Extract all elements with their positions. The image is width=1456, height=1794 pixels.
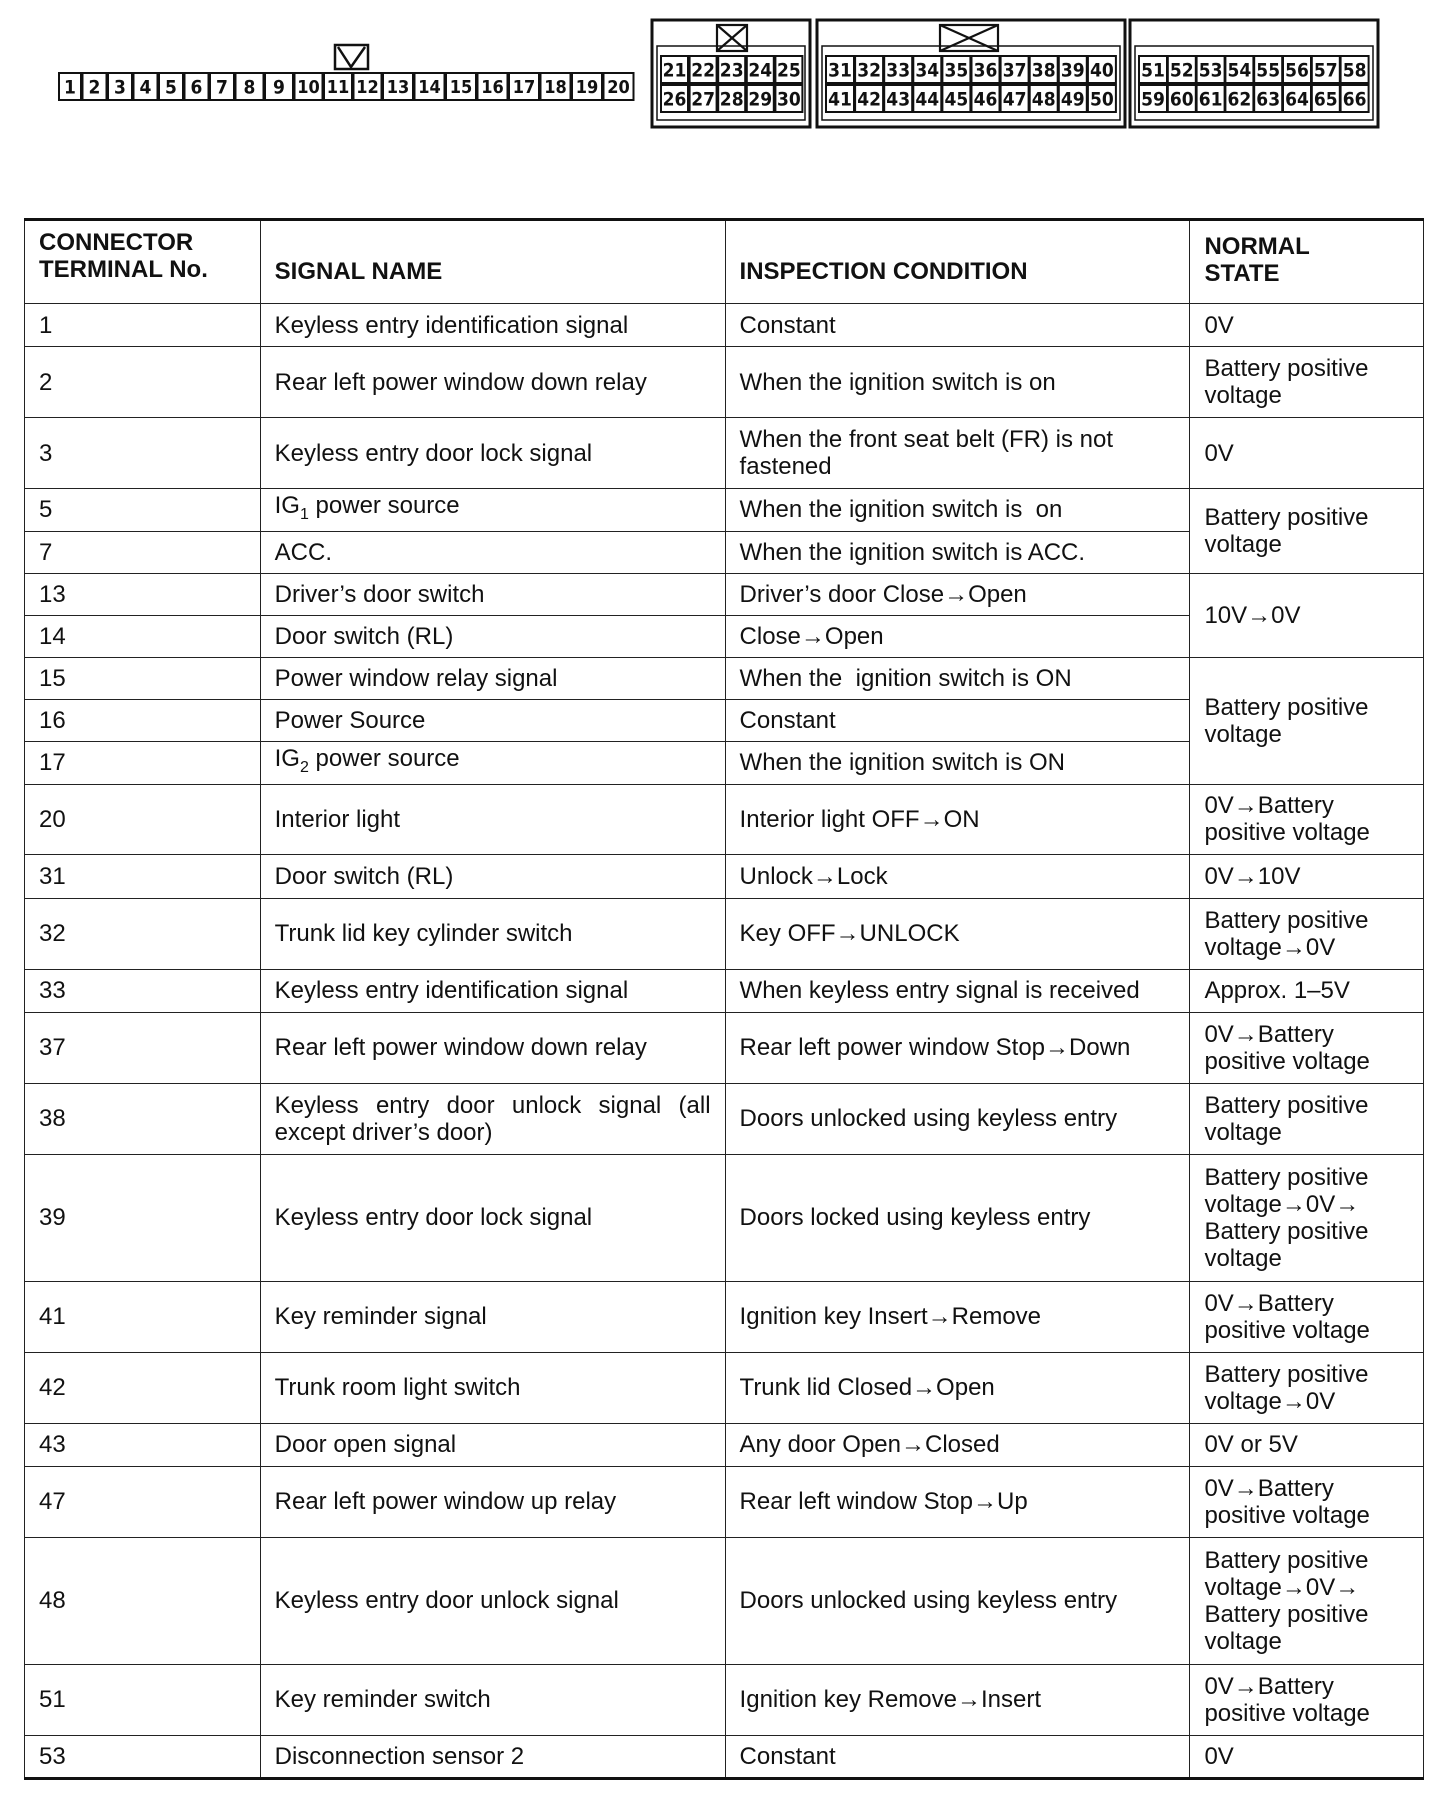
connector-pin: [718, 85, 745, 112]
connector-pin: [295, 73, 323, 100]
state-cell: 0V: [1190, 304, 1424, 347]
connector-pin: [541, 73, 571, 100]
condition-cell: Interior light OFF→ON: [725, 784, 1190, 854]
terminal-cell: 39: [25, 1154, 261, 1281]
connector-pin: [383, 73, 413, 100]
state-cell: Battery positive voltage: [1190, 657, 1424, 784]
terminal-cell: 16: [25, 699, 261, 741]
connector-pin: [108, 73, 132, 100]
signal-cell: Door switch (RL): [260, 854, 725, 898]
pin-number: 55: [1256, 59, 1281, 82]
connector-pin: [1088, 56, 1116, 83]
state-cell: Battery positive voltage: [1190, 347, 1424, 418]
table-row: [25, 573, 1424, 615]
pin-number: 57: [1313, 59, 1338, 82]
pin-number: 27: [691, 88, 715, 111]
pin-number: 30: [777, 88, 801, 111]
signal-cell: Key reminder signal: [260, 1281, 725, 1352]
table-row: [25, 1537, 1424, 1664]
condition-cell: Constant: [725, 699, 1190, 741]
terminal-cell: 7: [25, 531, 261, 573]
signal-cell: Driver’s door switch: [260, 573, 725, 615]
signal-cell: Keyless entry door unlock signal: [260, 1537, 725, 1664]
header-terminal: [25, 220, 261, 304]
pin-number: 65: [1313, 88, 1338, 111]
table-row: [25, 657, 1424, 699]
table-row: [25, 1281, 1424, 1352]
signal-cell: Keyless entry identification signal: [260, 969, 725, 1012]
header-state: [1190, 220, 1424, 304]
connector-pin: [1225, 85, 1253, 112]
pin-number: 14: [418, 76, 441, 98]
table-row: [25, 784, 1424, 854]
signal-cell: Keyless entry door lock signal: [260, 418, 725, 489]
pin-number: 63: [1256, 88, 1281, 111]
pin-number: 38: [1031, 59, 1056, 82]
condition-cell: When the ignition switch is ON: [725, 741, 1190, 784]
pin-number: 61: [1198, 88, 1223, 111]
state-cell: 0V: [1190, 418, 1424, 489]
connector-pin: [185, 73, 209, 100]
pin-number: 62: [1227, 88, 1252, 111]
table-row: [25, 1083, 1424, 1154]
connector-pin: [1341, 56, 1369, 83]
table-row: [25, 1352, 1424, 1423]
pin-number: 17: [512, 76, 536, 98]
table-row: [25, 418, 1424, 489]
condition-cell: When the ignition switch is on: [725, 489, 1190, 532]
pin-number: 45: [944, 88, 969, 111]
pin-number: 18: [544, 76, 567, 98]
table-row: [25, 347, 1424, 418]
condition-cell: Trunk lid Closed→Open: [725, 1352, 1190, 1423]
condition-cell: When the ignition switch is ACC.: [725, 531, 1190, 573]
terminal-cell: 31: [25, 854, 261, 898]
pin-number: 31: [828, 59, 852, 82]
condition-cell: Ignition key Insert→Remove: [725, 1281, 1190, 1352]
pin-number: 52: [1169, 59, 1194, 82]
connector-pin: [1197, 85, 1225, 112]
pin-number: 35: [944, 59, 969, 82]
signal-rest: power source: [308, 744, 460, 772]
pin-number: 4: [139, 76, 152, 99]
connector-pin: [134, 73, 158, 100]
terminal-cell: 48: [25, 1537, 261, 1664]
pin-number: 29: [748, 88, 773, 111]
state-cell: 0V→Battery positive voltage: [1190, 1664, 1424, 1735]
signal-main: IG: [274, 492, 300, 519]
condition-cell: Rear left power window Stop→Down: [725, 1012, 1190, 1083]
signal-cell: Trunk lid key cylinder switch: [260, 898, 725, 969]
signal-cell: [260, 741, 725, 784]
terminal-cell: 41: [25, 1281, 261, 1352]
condition-cell: Constant: [725, 1735, 1190, 1778]
terminal-cell: 2: [25, 347, 261, 418]
connector-pin: [265, 73, 293, 100]
table-row: [25, 1664, 1424, 1735]
connector-pin: [159, 73, 183, 100]
strip-connector: [59, 73, 634, 100]
connector-pin: [354, 73, 382, 100]
terminal-cell: 47: [25, 1466, 261, 1537]
table-row: [25, 1423, 1424, 1466]
pin-number: 20: [607, 76, 630, 98]
state-cell: Battery positive voltage→0V→ Battery positive voltage: [1190, 1154, 1424, 1281]
condition-cell: When the ignition switch is on: [725, 347, 1190, 418]
signal-main: IG: [274, 744, 300, 772]
header-terminal-line2: TERMINAL No.: [39, 256, 208, 283]
pin-number: 6: [190, 76, 203, 99]
table-row: [25, 1154, 1424, 1281]
pin-number: 24: [748, 59, 773, 82]
condition-cell: Close→Open: [725, 615, 1190, 657]
connector-pin: [1059, 85, 1087, 112]
crossed-box-icon: [940, 25, 998, 51]
pin-number: 13: [386, 76, 410, 98]
connector-pin: [59, 73, 81, 100]
pin-number: 3: [114, 76, 126, 99]
state-cell: Battery positive voltage→0V→ Battery positive voltage: [1190, 1537, 1424, 1664]
connector-pin: [718, 56, 745, 83]
condition-cell: Doors locked using keyless entry: [725, 1154, 1190, 1281]
signal-cell: Keyless entry door unlock signal (all except driver’s door): [260, 1083, 725, 1154]
pin-number: 37: [1002, 59, 1027, 82]
connector-block-c: [1130, 20, 1378, 127]
terminal-cell: 42: [25, 1352, 261, 1423]
connector-pin: [884, 85, 912, 112]
connector-pin: [1001, 56, 1029, 83]
connector-pin: [661, 85, 688, 112]
header-state-line2: STATE: [1204, 260, 1280, 287]
terminal-cell: 1: [25, 304, 261, 347]
connector-pin: [942, 85, 970, 112]
state-cell: 0V→Battery positive voltage: [1190, 1012, 1424, 1083]
condition-cell: Doors unlocked using keyless entry: [725, 1537, 1190, 1664]
pin-number: 48: [1031, 88, 1056, 111]
state-cell: 0V or 5V: [1190, 1423, 1424, 1466]
pin-number: 33: [886, 59, 911, 82]
connector-pin: [1059, 56, 1087, 83]
connector-pin: [690, 85, 717, 112]
signal-cell: Keyless entry door lock signal: [260, 1154, 725, 1281]
connector-pin: [775, 56, 802, 83]
header-terminal-line1: CONNECTOR: [39, 229, 194, 256]
pin-number: 59: [1141, 88, 1165, 111]
signal-cell: [260, 489, 725, 532]
state-cell: 0V→Battery positive voltage: [1190, 1281, 1424, 1352]
connector-pin: [1168, 56, 1196, 83]
connector-pin: [884, 56, 912, 83]
connector-pin: [1088, 85, 1116, 112]
state-cell: Battery positive voltage→0V: [1190, 1352, 1424, 1423]
pin-number: 2: [88, 76, 101, 99]
pin-number: 19: [575, 76, 599, 98]
pin-number: 51: [1141, 59, 1165, 82]
table-header-row: [25, 220, 1424, 304]
condition-cell: When the front seat belt (FR) is not fastened: [725, 418, 1190, 489]
terminal-cell: 33: [25, 969, 261, 1012]
signal-cell: ACC.: [260, 531, 725, 573]
pin-number: 56: [1285, 59, 1309, 82]
condition-cell: Any door Open→Closed: [725, 1423, 1190, 1466]
pin-number: 54: [1227, 59, 1252, 82]
header-state-line1: NORMAL: [1204, 233, 1310, 260]
pin-number: 49: [1060, 88, 1085, 111]
connector-pin: [324, 73, 352, 100]
pin-number: 58: [1342, 59, 1367, 82]
state-cell: 0V→10V: [1190, 854, 1424, 898]
connector-pin: [478, 73, 508, 100]
pin-number: 32: [857, 59, 881, 82]
pin-number: 25: [777, 59, 801, 82]
signal-cell: Interior light: [260, 784, 725, 854]
connector-pin: [1283, 85, 1311, 112]
polarization-key-icon: [335, 45, 368, 69]
signal-cell: Key reminder switch: [260, 1664, 725, 1735]
connector-pin: [1001, 85, 1029, 112]
header-condition: INSPECTION CONDITION: [725, 220, 1190, 304]
terminal-cell: 32: [25, 898, 261, 969]
connector-pin: [661, 56, 688, 83]
condition-cell: When the ignition switch is ON: [725, 657, 1190, 699]
table-row: [25, 489, 1424, 532]
pin-number: 39: [1060, 59, 1085, 82]
connector-pin: [775, 85, 802, 112]
table-row: [25, 969, 1424, 1012]
condition-cell: Ignition key Remove→Insert: [725, 1664, 1190, 1735]
connector-pin: [913, 85, 941, 112]
terminal-cell: 13: [25, 573, 261, 615]
pin-number: 40: [1090, 59, 1114, 82]
state-cell: 0V: [1190, 1735, 1424, 1778]
connector-diagram: [0, 0, 1456, 140]
pin-number: 28: [719, 88, 744, 111]
connector-pin: [1225, 56, 1253, 83]
terminal-cell: 38: [25, 1083, 261, 1154]
table-row: [25, 304, 1424, 347]
connector-pin: [446, 73, 476, 100]
connector-pin: [1312, 85, 1340, 112]
condition-cell: Rear left window Stop→Up: [725, 1466, 1190, 1537]
signal-cell: Power window relay signal: [260, 657, 725, 699]
connector-pin: [604, 73, 634, 100]
terminal-cell: 53: [25, 1735, 261, 1778]
connector-pin: [855, 85, 883, 112]
terminal-cell: 51: [25, 1664, 261, 1735]
pin-number: 1: [64, 76, 76, 99]
connector-pin: [972, 85, 1000, 112]
connector-pin: [1312, 56, 1340, 83]
connector-block-a: [652, 20, 810, 127]
signal-subscript: 1: [299, 505, 309, 523]
pin-number: 44: [915, 88, 940, 111]
signal-cell: Door open signal: [260, 1423, 725, 1466]
terminal-cell: 3: [25, 418, 261, 489]
connector-pin: [1197, 56, 1225, 83]
state-cell: 10V→0V: [1190, 573, 1424, 657]
state-cell: Battery positive voltage: [1190, 1083, 1424, 1154]
signal-cell: Keyless entry identification signal: [260, 304, 725, 347]
signal-cell: Door switch (RL): [260, 615, 725, 657]
connector-pin: [747, 56, 774, 83]
signal-subscript: 2: [299, 758, 309, 776]
table-row: [25, 854, 1424, 898]
header-signal: SIGNAL NAME: [260, 220, 725, 304]
condition-cell: Driver’s door Close→Open: [725, 573, 1190, 615]
connector-pin: [1139, 85, 1167, 112]
terminal-cell: 37: [25, 1012, 261, 1083]
table-row: [25, 1012, 1424, 1083]
pin-number: 66: [1342, 88, 1367, 111]
pin-number: 53: [1198, 59, 1223, 82]
connector-pin: [826, 56, 854, 83]
pin-number: 47: [1002, 88, 1027, 111]
connector-pin: [415, 73, 445, 100]
pin-number: 50: [1090, 88, 1114, 111]
pin-number: 60: [1169, 88, 1194, 111]
condition-cell: Unlock→Lock: [725, 854, 1190, 898]
pin-number: 21: [662, 59, 687, 82]
pin-number: 10: [297, 76, 320, 98]
signal-cell: Trunk room light switch: [260, 1352, 725, 1423]
condition-cell: When keyless entry signal is received: [725, 969, 1190, 1012]
connector-pin: [913, 56, 941, 83]
pin-number: 41: [828, 88, 852, 111]
connector-pin: [1168, 85, 1196, 112]
pin-number: 15: [449, 76, 473, 98]
signal-cell: Power Source: [260, 699, 725, 741]
state-cell: 0V→Battery positive voltage: [1190, 784, 1424, 854]
terminal-cell: 15: [25, 657, 261, 699]
terminal-cell: 17: [25, 741, 261, 784]
pin-number: 5: [165, 76, 177, 99]
connector-pin: [690, 56, 717, 83]
connector-pin: [1254, 85, 1282, 112]
terminal-cell: 5: [25, 489, 261, 532]
connector-pin: [972, 56, 1000, 83]
signal-cell: Disconnection sensor 2: [260, 1735, 725, 1778]
state-cell: Battery positive voltage: [1190, 489, 1424, 574]
table-row: [25, 1735, 1424, 1778]
pin-number: 34: [915, 59, 940, 82]
pin-number: 23: [719, 59, 744, 82]
pin-number: 7: [216, 76, 228, 99]
connector-pin: [1254, 56, 1282, 83]
table-row: [25, 1466, 1424, 1537]
connector-pin: [83, 73, 107, 100]
connector-pin: [1030, 56, 1058, 83]
state-cell: Approx. 1–5V: [1190, 969, 1424, 1012]
pin-number: 43: [886, 88, 911, 111]
connector-pin: [509, 73, 539, 100]
signal-rest: power source: [308, 492, 460, 519]
pin-number: 9: [273, 76, 285, 99]
connector-pin: [826, 85, 854, 112]
pin-number: 42: [857, 88, 881, 111]
connector-pin: [1283, 56, 1311, 83]
terminal-cell: 14: [25, 615, 261, 657]
connector-pin: [210, 73, 234, 100]
connector-pin: [1030, 85, 1058, 112]
signal-cell: Rear left power window down relay: [260, 1012, 725, 1083]
connector-pin: [1139, 56, 1167, 83]
table-row: [25, 898, 1424, 969]
state-cell: 0V→Battery positive voltage: [1190, 1466, 1424, 1537]
pin-number: 64: [1285, 88, 1309, 111]
connector-pin: [1341, 85, 1369, 112]
condition-cell: Constant: [725, 304, 1190, 347]
connector-pin: [942, 56, 970, 83]
pin-number: 46: [973, 88, 998, 111]
signal-cell: Rear left power window up relay: [260, 1466, 725, 1537]
pin-number: 22: [691, 59, 715, 82]
terminal-cell: 20: [25, 784, 261, 854]
pin-number: 8: [243, 76, 256, 99]
connector-pin: [747, 85, 774, 112]
pin-number: 16: [481, 76, 504, 98]
pin-number: 12: [356, 76, 379, 98]
terminal-cell: 43: [25, 1423, 261, 1466]
terminal-inspection-table: [24, 218, 1424, 1780]
state-cell: Battery positive voltage→0V: [1190, 898, 1424, 969]
connector-block-b: [817, 20, 1125, 127]
crossed-box-icon: [717, 25, 747, 51]
condition-cell: Doors unlocked using keyless entry: [725, 1083, 1190, 1154]
connector-pin: [572, 73, 602, 100]
pin-number: 26: [662, 88, 687, 111]
signal-cell: Rear left power window down relay: [260, 347, 725, 418]
pin-number: 36: [973, 59, 998, 82]
pin-number: 11: [326, 76, 350, 98]
connector-pin: [236, 73, 264, 100]
condition-cell: Key OFF→UNLOCK: [725, 898, 1190, 969]
connector-pin: [855, 56, 883, 83]
